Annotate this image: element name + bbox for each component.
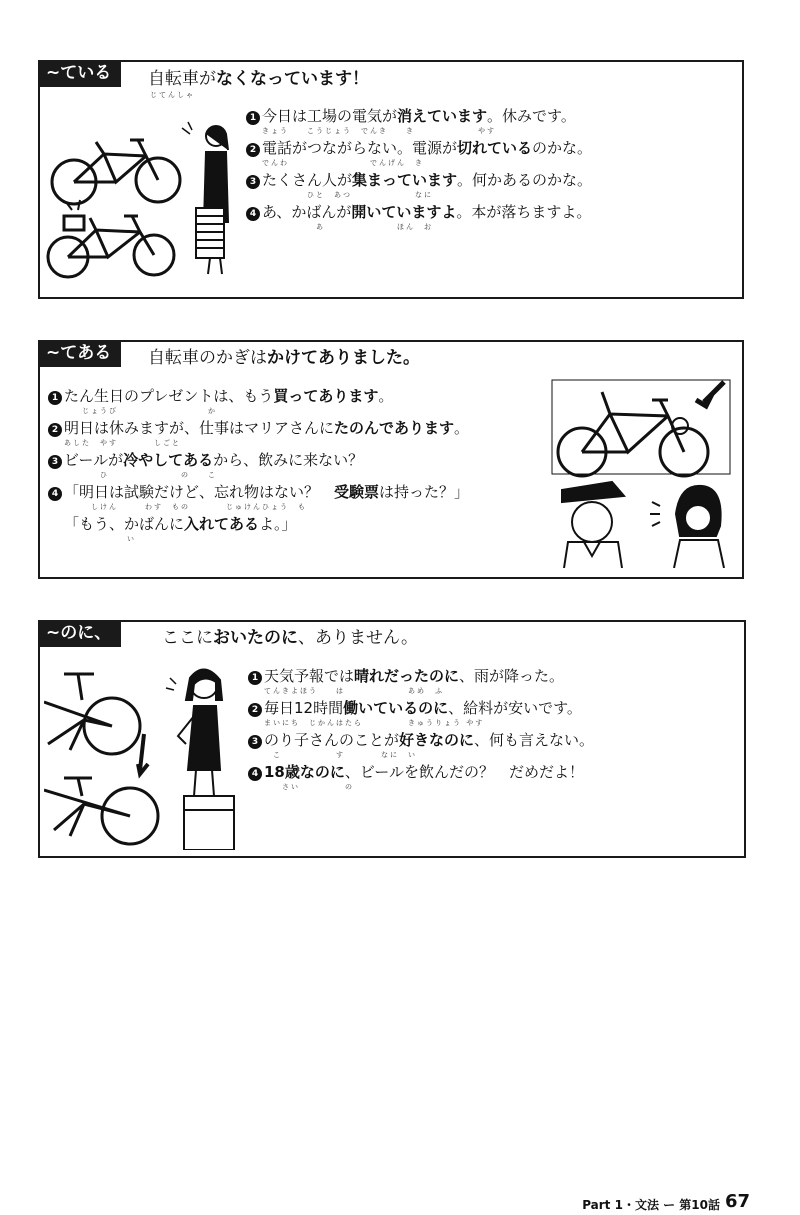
example-furigana: ひと あつ なに [262, 191, 433, 199]
example-line: 1 たん生日のプレゼントは、もう買ってあります。 [48, 386, 393, 406]
section-tag: ~のに、 [38, 620, 121, 647]
example-furigana: い [64, 535, 136, 543]
section-tearu [38, 340, 744, 579]
example-line: 「もう、かばんに入れてあるよ。」 [64, 515, 297, 533]
page-number: 67 [724, 1191, 750, 1212]
section-tag: ~ている [38, 60, 121, 87]
example-line: 2 電話がつながらない。電源が切れているのかな。 [246, 138, 592, 158]
example-line: 1 今日は工場の電気が消えています。休みです。 [246, 106, 576, 126]
section-noni [38, 620, 746, 858]
example-line: 4 あ、かばんが開いていますよ。本が落ちますよ。 [246, 202, 591, 222]
example-furigana: あ ほん お [262, 223, 433, 231]
section-heading: 自転車のかぎはかけてありました。 [148, 348, 420, 368]
example-line: 3 たくさん人が集まっています。何かあるのかな。 [246, 170, 592, 190]
bicycles-woman-illustration [46, 112, 236, 282]
example-furigana: あした やす しごと [64, 439, 181, 447]
heading-furigana: じてんしゃ [150, 91, 195, 99]
example-line: 1 天気予報では晴れだったのに、雨が降った。 [248, 666, 564, 686]
section-tag: ~てある [38, 340, 121, 367]
section-heading: 自転車がなくなっています！ [148, 69, 369, 89]
example-furigana: まいにち じかんはたら きゅうりょう やす [264, 719, 485, 727]
example-furigana: ひ の こ [64, 471, 217, 479]
example-furigana: きょう こうじょう でんき き やす [262, 127, 496, 135]
section-teiru [38, 60, 744, 299]
example-line: 3 ビールが冷やしてあるから、飲みに来ない？ [48, 450, 363, 470]
example-furigana: しけん わす もの じゅけんひょう も [64, 503, 307, 511]
example-furigana: じょうび か [64, 407, 217, 415]
section-heading: ここにおいたのに、ありません。 [162, 628, 419, 648]
example-furigana: こ す なに い [264, 751, 417, 759]
example-line: 2 明日は休みますが、仕事はマリアさんにたのんであります。 [48, 418, 469, 438]
example-line: 2 毎日12時間働いているのに、給料が安いです。 [248, 698, 582, 718]
example-line: 3 のり子さんのことが好きなのに、何も言えない。 [248, 730, 594, 750]
example-line: 4 「明日は試験だけど、忘れ物はない？ 受験票は持った？」 [48, 482, 469, 502]
bicycles-woman-illustration [44, 660, 244, 850]
example-line: 4 18歳なのに、ビールを飲んだの？ だめだよ！ [248, 762, 584, 782]
example-furigana: でんわ でんげん き [262, 159, 424, 167]
bicycle-police-illustration [548, 378, 736, 568]
example-furigana: てんきよほう は あめ ふ [264, 687, 444, 695]
footer-text: Part 1・文法 ー 第10話 [582, 1198, 720, 1212]
example-furigana: さい の [264, 783, 354, 791]
